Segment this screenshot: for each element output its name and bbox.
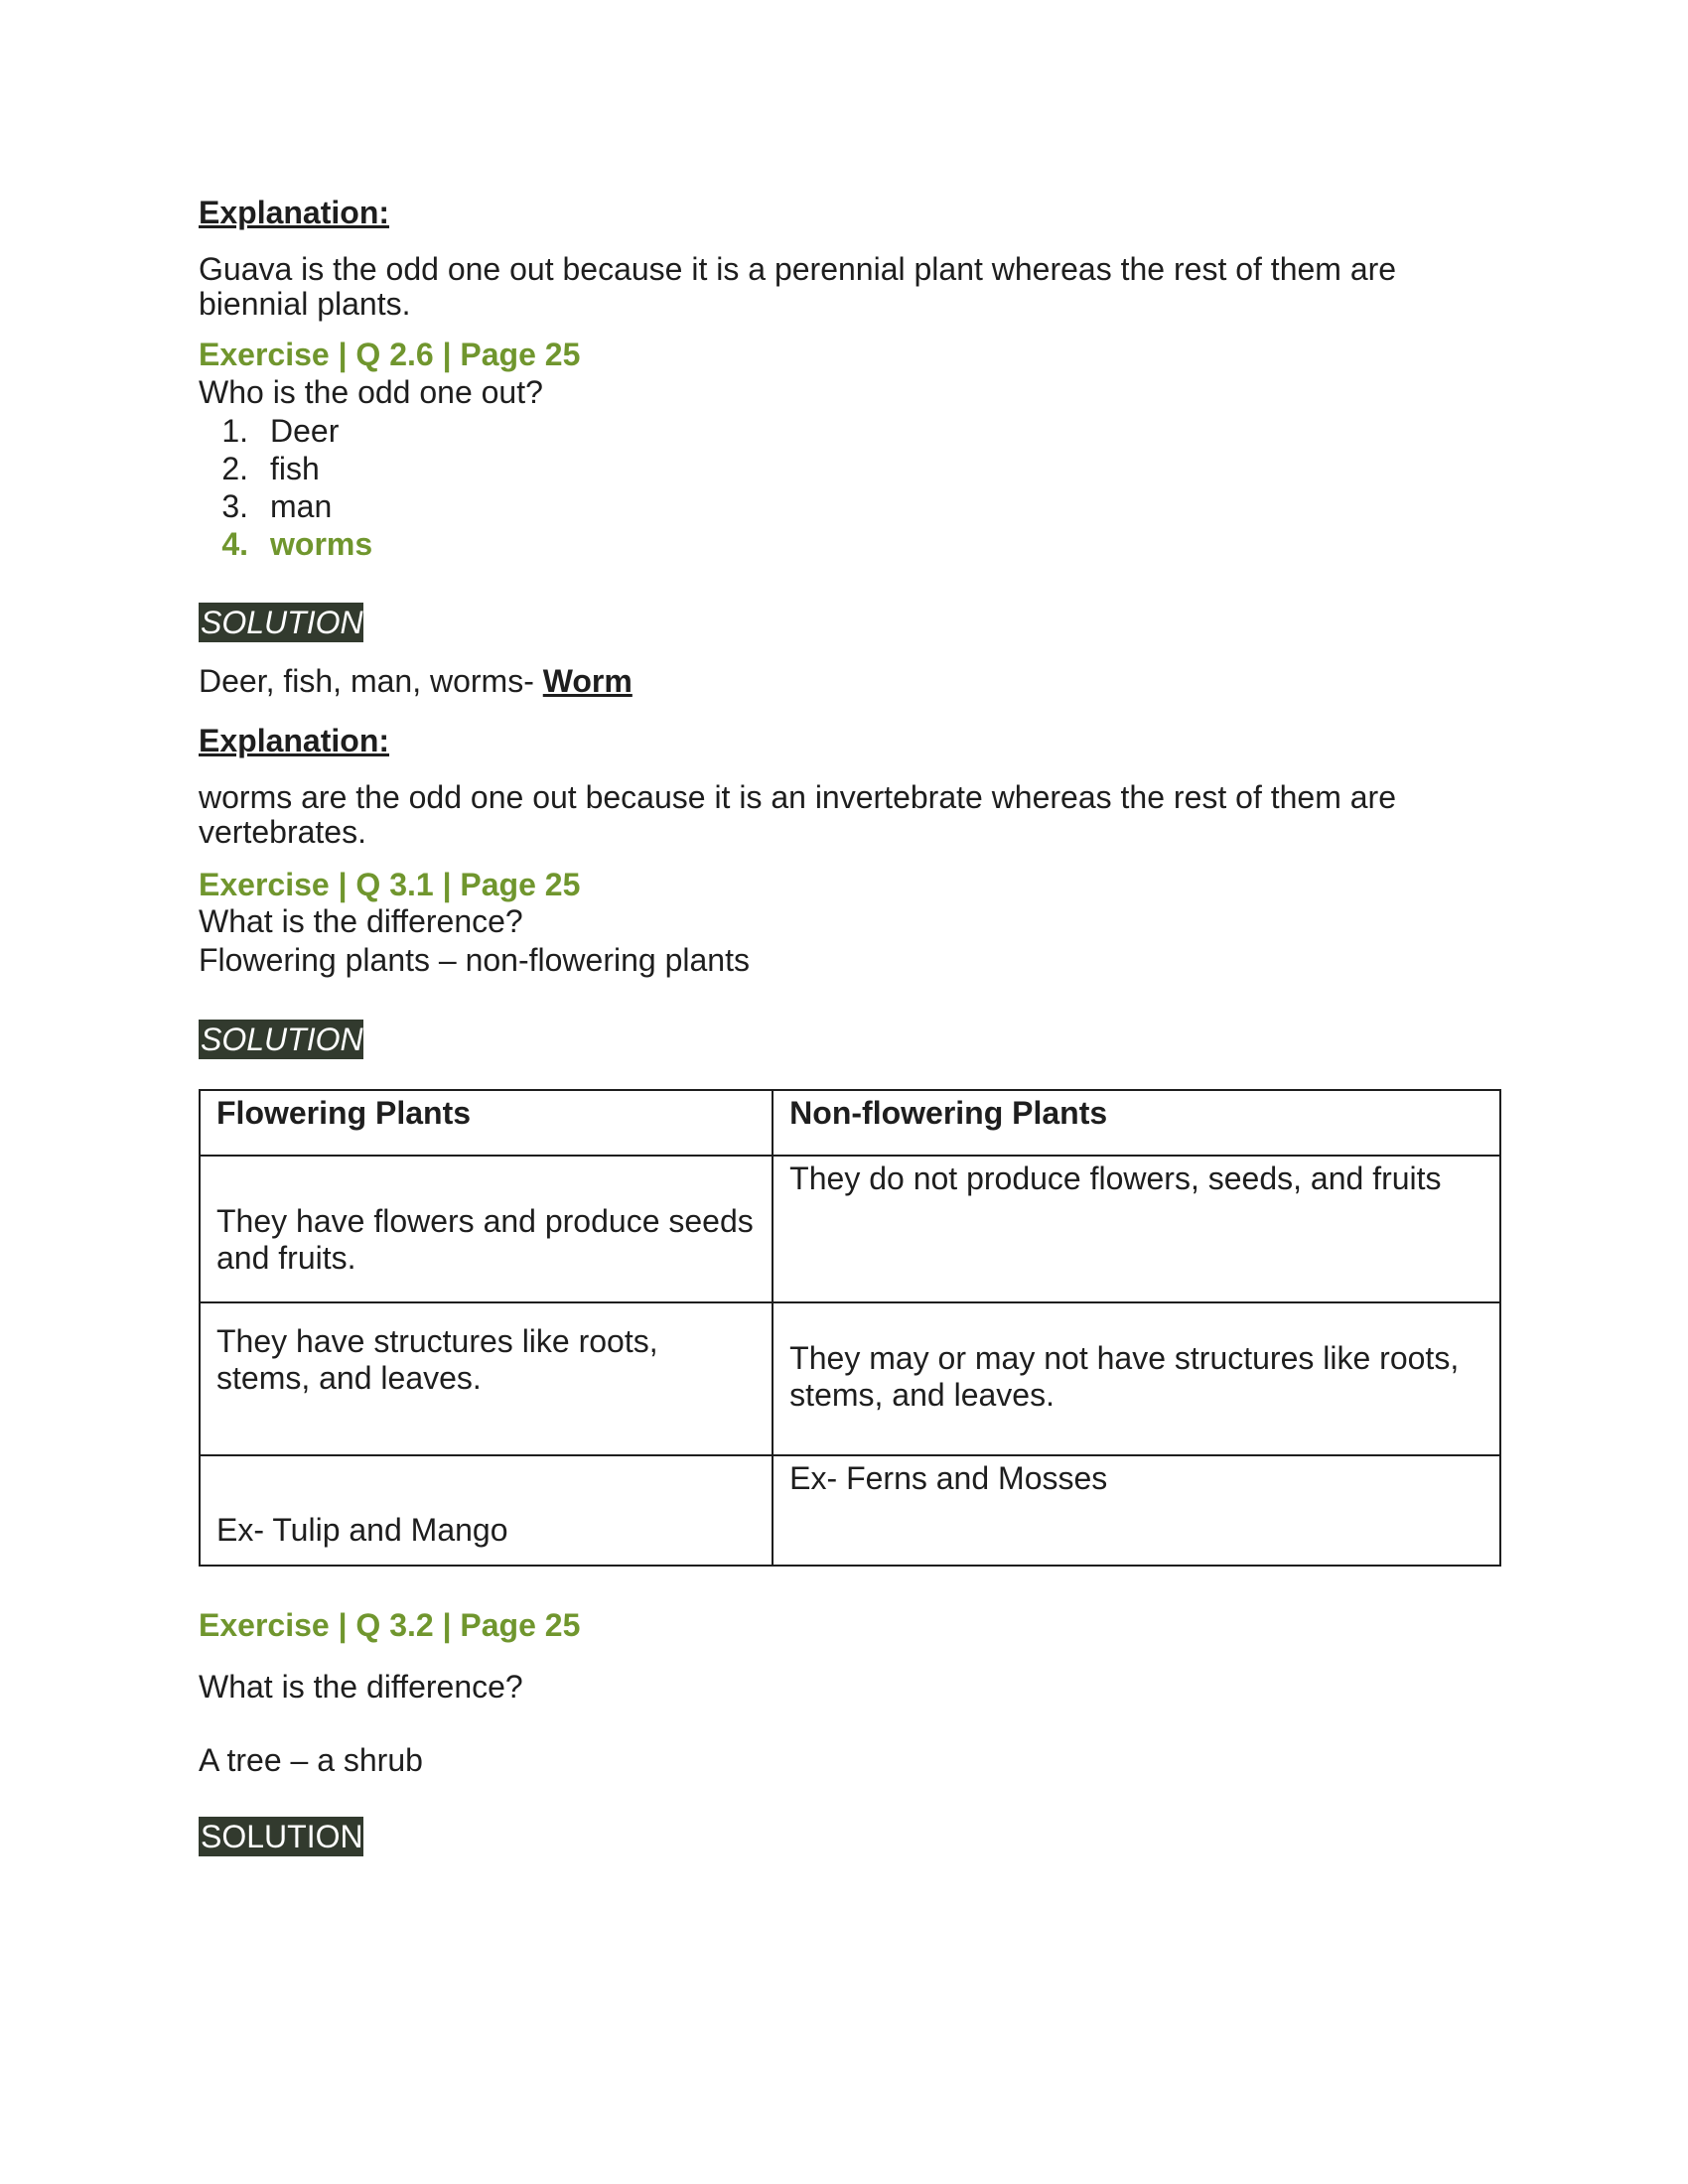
table-cell: They do not produce flowers, seeds, and fruits <box>773 1156 1500 1302</box>
answer-word: Worm <box>542 663 633 699</box>
answer-line <box>199 662 1509 701</box>
question-text: Who is the odd one out? <box>199 374 543 410</box>
solution-badge: SOLUTION <box>201 605 363 640</box>
explanation-heading: Explanation: <box>199 195 390 230</box>
table-header-cell: Flowering Plants <box>200 1090 773 1156</box>
question-pair: Flowering plants – non-flowering plants <box>199 942 750 978</box>
question-text: What is the difference? <box>199 903 523 939</box>
table-cell: They have flowers and produce seeds and fruits. <box>200 1156 773 1302</box>
question-pair: A tree – a shrub <box>199 1742 423 1778</box>
table-cell: They have structures like roots, stems, and leaves. <box>200 1302 773 1455</box>
explanation-text-line: worms are the odd one out because it is an invertebrate whereas the rest of them are <box>199 779 1396 815</box>
answer-prefix: Deer, fish, man, worms- <box>199 663 543 699</box>
comparison-table <box>199 1089 1501 1567</box>
exercise-title: Exercise | Q 3.1 | Page 25 <box>199 867 581 902</box>
exercise-title: Exercise | Q 2.6 | Page 25 <box>199 337 581 372</box>
table-row <box>200 1455 1500 1566</box>
explanation-text-line: Guava is the odd one out because it is a perennial plant whereas the rest of them are <box>199 251 1397 287</box>
list-item-answer: 4. worms <box>221 526 373 562</box>
solution-badge: SOLUTION <box>201 1022 363 1057</box>
question-text: What is the difference? <box>199 1669 523 1705</box>
list-item: 2. fish <box>221 451 320 486</box>
options-list <box>199 412 1509 563</box>
table-header-cell: Non-flowering Plants <box>773 1090 1500 1156</box>
table-header-row <box>200 1090 1500 1156</box>
table-cell: They may or may not have structures like roots, stems, and leaves. <box>773 1302 1500 1455</box>
list-item: 3. man <box>221 488 333 524</box>
solution-badge: SOLUTION <box>201 1819 363 1854</box>
explanation-heading: Explanation: <box>199 723 390 758</box>
table-cell: Ex- Ferns and Mosses <box>773 1455 1500 1566</box>
table-row <box>200 1156 1500 1302</box>
document-page <box>199 194 1509 1856</box>
list-item: 1. Deer <box>221 413 340 449</box>
explanation-text-line: vertebrates. <box>199 814 366 850</box>
table-row <box>200 1302 1500 1455</box>
table-cell: Ex- Tulip and Mango <box>200 1455 773 1566</box>
exercise-title: Exercise | Q 3.2 | Page 25 <box>199 1607 581 1643</box>
explanation-text-line: biennial plants. <box>199 286 411 322</box>
